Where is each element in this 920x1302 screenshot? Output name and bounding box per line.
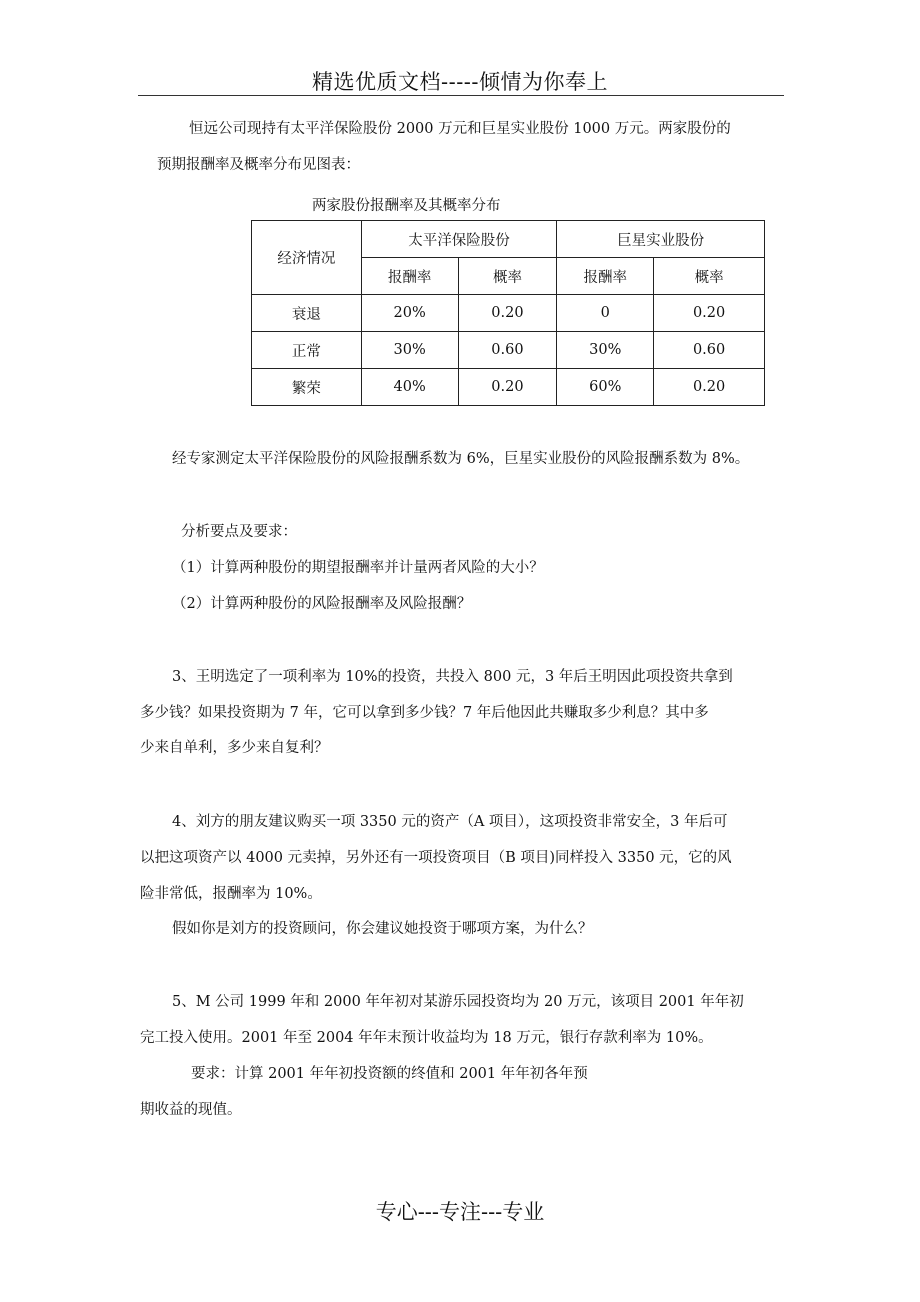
probability-table xyxy=(251,220,765,406)
problem-5-line-3: 要求：计算 2001 年年初投资额的终值和 2001 年年初各年预 xyxy=(191,1066,588,1082)
question-2: （2）计算两种股份的风险报酬率及风险报酬？ xyxy=(172,596,472,612)
table-cell: 0.20 xyxy=(654,295,765,332)
table-row xyxy=(252,369,765,406)
table-cell: 0.20 xyxy=(458,295,557,332)
row-label: 繁荣 xyxy=(252,369,362,406)
problem-3-line-1: 3、王明选定了一项利率为 10%的投资，共投入 800 元，3 年后王明因此项投资共拿到 xyxy=(172,669,733,685)
group-header-juxing: 巨星实业股份 xyxy=(557,221,765,258)
problem-4-line-3: 险非常低，报酬率为 10%。 xyxy=(140,886,322,902)
table-header-row xyxy=(252,221,765,258)
analysis-title: 分析要点及要求： xyxy=(181,524,297,540)
intro-line-2: 预期报酬率及概率分布见图表： xyxy=(157,157,360,173)
economy-header: 经济情况 xyxy=(252,221,362,295)
page-footer: 专心---专注---专业 xyxy=(375,1200,545,1224)
table-caption: 两家股份报酬率及其概率分布 xyxy=(312,198,501,214)
page-header: 精选优质文档-----倾情为你奉上 xyxy=(312,70,608,94)
group-header-pacific: 太平洋保险股份 xyxy=(361,221,557,258)
subheader-return: 报酬率 xyxy=(361,258,458,295)
table-cell: 0.20 xyxy=(654,369,765,406)
table-row xyxy=(252,295,765,332)
row-label: 衰退 xyxy=(252,295,362,332)
table-cell: 60% xyxy=(557,369,654,406)
table-row xyxy=(252,332,765,369)
risk-note: 经专家测定太平洋保险股份的风险报酬系数为 6%，巨星实业股份的风险报酬系数为 8%。 xyxy=(172,451,750,467)
problem-5-line-4: 期收益的现值。 xyxy=(140,1102,242,1118)
table-cell: 40% xyxy=(361,369,458,406)
header-divider xyxy=(138,95,784,96)
question-1: （1）计算两种股份的期望报酬率并计量两者风险的大小？ xyxy=(172,560,544,576)
problem-5-line-2: 完工投入使用。2001 年至 2004 年年末预计收益均为 18 万元，银行存款利率为 10%。 xyxy=(140,1030,713,1046)
row-label: 正常 xyxy=(252,332,362,369)
subheader-probability: 概率 xyxy=(458,258,557,295)
subheader-probability: 概率 xyxy=(654,258,765,295)
problem-4-line-2: 以把这项资产以 4000 元卖掉，另外还有一项投资项目（B 项目)同样投入 3350 元，它的风 xyxy=(140,850,732,866)
problem-3-line-3: 少来自单利，多少来自复利？ xyxy=(140,740,329,756)
problem-4-line-1: 4、刘方的朋友建议购买一项 3350 元的资产（A 项目），这项投资非常安全，3 年后可 xyxy=(172,814,728,830)
intro-line-1: 恒远公司现持有太平洋保险股份 2000 万元和巨星实业股份 1000 万元。两家股份的 xyxy=(189,121,731,137)
table-cell: 0 xyxy=(557,295,654,332)
table-cell: 30% xyxy=(361,332,458,369)
table-cell: 20% xyxy=(361,295,458,332)
problem-4-line-4: 假如你是刘方的投资顾问，你会建议她投资于哪项方案，为什么？ xyxy=(172,921,593,937)
problem-5-line-1: 5、M 公司 1999 年和 2000 年年初对某游乐园投资均为 20 万元，该项目 2001 年年初 xyxy=(172,994,744,1010)
table-cell: 0.60 xyxy=(654,332,765,369)
problem-3-line-2: 多少钱？如果投资期为 7 年，它可以拿到多少钱？7 年后他因此共赚取多少利息？其中多 xyxy=(140,705,709,721)
table-cell: 30% xyxy=(557,332,654,369)
subheader-return: 报酬率 xyxy=(557,258,654,295)
table-cell: 0.60 xyxy=(458,332,557,369)
table-cell: 0.20 xyxy=(458,369,557,406)
